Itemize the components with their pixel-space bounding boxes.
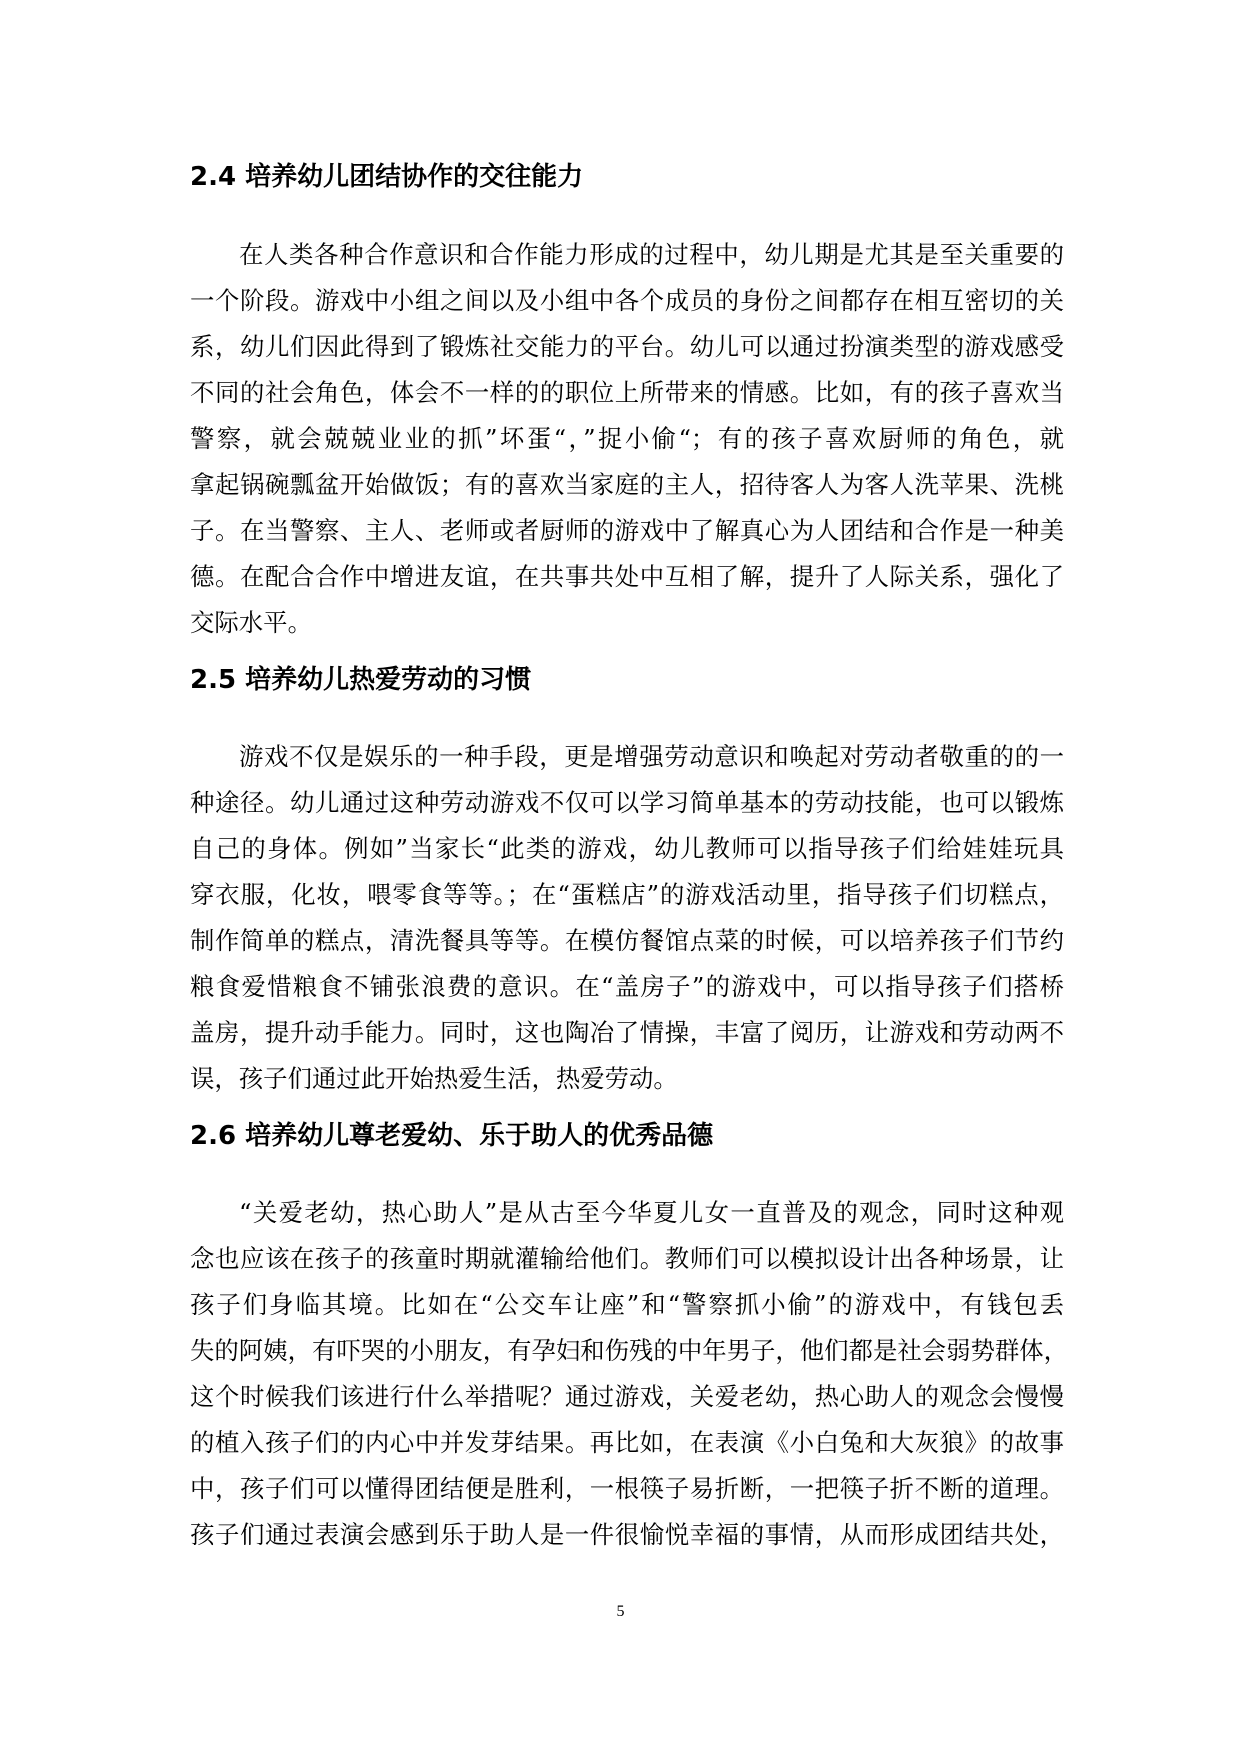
paragraph-line: 孩子们通过表演会感到乐于助人是一件很愉悦幸福的事情，从而形成团结共处， [190,1520,1064,1549]
paragraph-line: 中，孩子们可以懂得团结便是胜利，一根筷子易折断，一把筷子折不断的道理。 [190,1474,1064,1503]
paragraph-line: 交际水平。 [190,608,312,637]
paragraph-line: 自己的身体。例如”当家长“此类的游戏，幼儿教师可以指导孩子们给娃娃玩具 [190,834,1064,863]
paragraph-line: 一个阶段。游戏中小组之间以及小组中各个成员的身份之间都存在相互密切的关 [190,286,1064,315]
paragraph-line: 系，幼儿们因此得到了锻炼社交能力的平台。幼儿可以通过扮演类型的游戏感受 [190,332,1064,361]
section-heading-2-5: 2.5 培养幼儿热爱劳动的习惯 [190,665,532,695]
paragraph-line: 不同的社会角色，体会不一样的的职位上所带来的情感。比如，有的孩子喜欢当 [190,378,1064,407]
page-content [190,158,1069,1558]
paragraph-line: 种途径。幼儿通过这种劳动游戏不仅可以学习简单基本的劳动技能，也可以锻炼 [190,788,1064,817]
page-number: 5 [616,1603,625,1620]
paragraph-line: 粮食爱惜粮食不铺张浪费的意识。在“盖房子”的游戏中，可以指导孩子们搭桥 [190,972,1064,1001]
section-heading-2-6: 2.6 培养幼儿尊老爱幼、乐于助人的优秀品德 [190,1121,714,1151]
section-paragraph-2-5 [190,734,1064,1102]
section-heading-2-4: 2.4 培养幼儿团结协作的交往能力 [190,162,584,192]
paragraph-line: 盖房，提升动手能力。同时，这也陶冶了情操，丰富了阅历，让游戏和劳动两不 [190,1018,1064,1047]
paragraph-line: 子。在当警察、主人、老师或者厨师的游戏中了解真心为人团结和合作是一种美 [190,516,1064,545]
paragraph-line: 制作简单的糕点，清洗餐具等等。在模仿餐馆点菜的时候，可以培养孩子们节约 [190,926,1064,955]
paragraph-line: 德。在配合合作中增进友谊，在共事共处中互相了解，提升了人际关系，强化了 [190,562,1064,591]
paragraph-line: 拿起锅碗瓢盆开始做饭；有的喜欢当家庭的主人，招待客人为客人洗苹果、洗桃 [190,470,1064,499]
paragraph-line: 念也应该在孩子的孩童时期就灌输给他们。教师们可以模拟设计出各种场景，让 [190,1244,1064,1273]
paragraph-line: 误，孩子们通过此开始热爱生活，热爱劳动。 [190,1064,678,1093]
paragraph-line: 警察，就会兢兢业业的抓”坏蛋“，”捉小偷“；有的孩子喜欢厨师的角色，就 [190,424,1064,453]
paragraph-line: 穿衣服，化妆，喂零食等等。；在“蛋糕店”的游戏活动里，指导孩子们切糕点， [190,880,1064,909]
paragraph-line: 游戏不仅是娱乐的一种手段，更是增强劳动意识和唤起对劳动者敬重的的一 [239,742,1064,771]
paragraph-line: 孩子们身临其境。比如在“公交车让座”和“警察抓小偷”的游戏中，有钱包丢 [190,1290,1064,1319]
paragraph-line: “关爱老幼，热心助人”是从古至今华夏儿女一直普及的观念，同时这种观 [239,1198,1064,1227]
paragraph-line: 这个时候我们该进行什么举措呢？通过游戏，关爱老幼，热心助人的观念会慢慢 [190,1382,1064,1411]
paragraph-line: 失的阿姨，有吓哭的小朋友，有孕妇和伤残的中年男子，他们都是社会弱势群体， [190,1336,1069,1365]
paragraph-line: 在人类各种合作意识和合作能力形成的过程中，幼儿期是尤其是至关重要的 [239,240,1064,269]
section-paragraph-2-4 [190,232,1064,646]
paragraph-line: 的植入孩子们的内心中并发芽结果。再比如，在表演《小白兔和大灰狼》的故事 [190,1428,1064,1457]
section-paragraph-2-6 [190,1190,1069,1558]
